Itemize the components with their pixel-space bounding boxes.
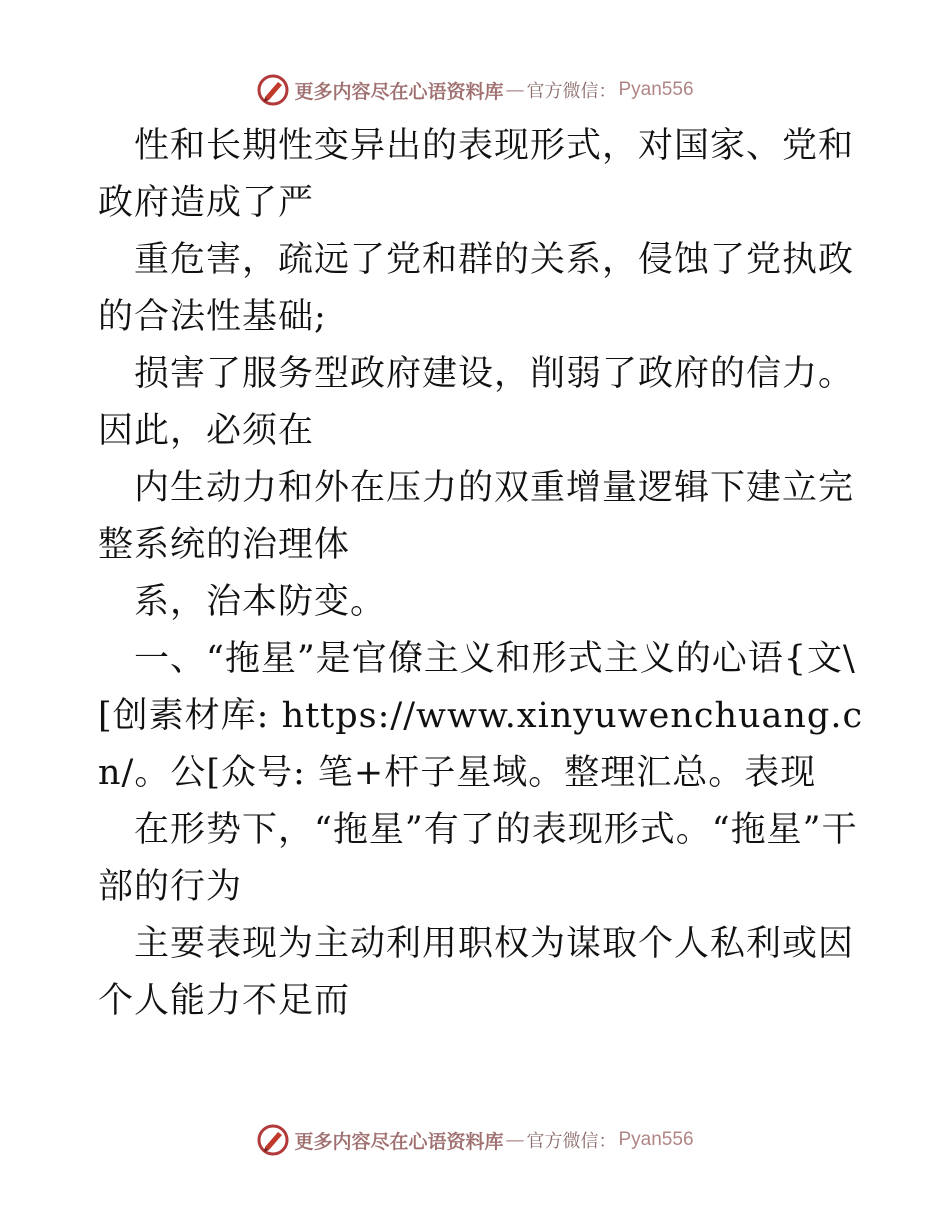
- paragraph-5: 系，治本防变。: [134, 582, 387, 622]
- header-wechat-id: Pyan556: [618, 79, 694, 100]
- paragraph-1: 性和长期性变异出的表现形式，对国家、党和政府造成了严: [98, 126, 855, 223]
- footer-wechat-id: Pyan556: [618, 1129, 694, 1150]
- paragraph-8: 主要表现为主动利用职权为谋取个人私利或因个人能力不足而: [98, 924, 855, 1021]
- footer-wechat-label: 官方微信：: [526, 1131, 617, 1152]
- header-banner: [0, 70, 950, 110]
- pen-logo-icon: [256, 1123, 290, 1157]
- header-dash: —: [505, 79, 525, 101]
- footer-dash: —: [505, 1129, 525, 1151]
- paragraph-2: 重危害，疏远了党和群的关系，侵蚀了党执政的合法性基础;: [98, 240, 855, 337]
- footer-site-text: 更多内容尽在心语资料库: [294, 1130, 504, 1153]
- document-body: [98, 118, 868, 1030]
- paragraph-4: 内生动力和外在压力的双重增量逻辑下建立完整系统的治理体: [98, 468, 855, 565]
- pen-logo-icon: [256, 73, 290, 107]
- footer-banner: [0, 1120, 950, 1160]
- paragraph-3: 损害了服务型政府建设，削弱了政府的信力。因此，必须在: [98, 354, 855, 451]
- header-site-text: 更多内容尽在心语资料库: [294, 80, 504, 103]
- header-wechat-label: 官方微信：: [526, 81, 617, 102]
- paragraph-6: 一、“拖星”是官僚主义和形式主义的心语{文\[创素材库: https://www.xinyuwenchuang.cn/。公[众号: 笔+杆子星域。整理汇总。表现: [98, 639, 864, 793]
- paragraph-7: 在形势下，“拖星”有了的表现形式。“拖星”干部的行为: [98, 810, 858, 907]
